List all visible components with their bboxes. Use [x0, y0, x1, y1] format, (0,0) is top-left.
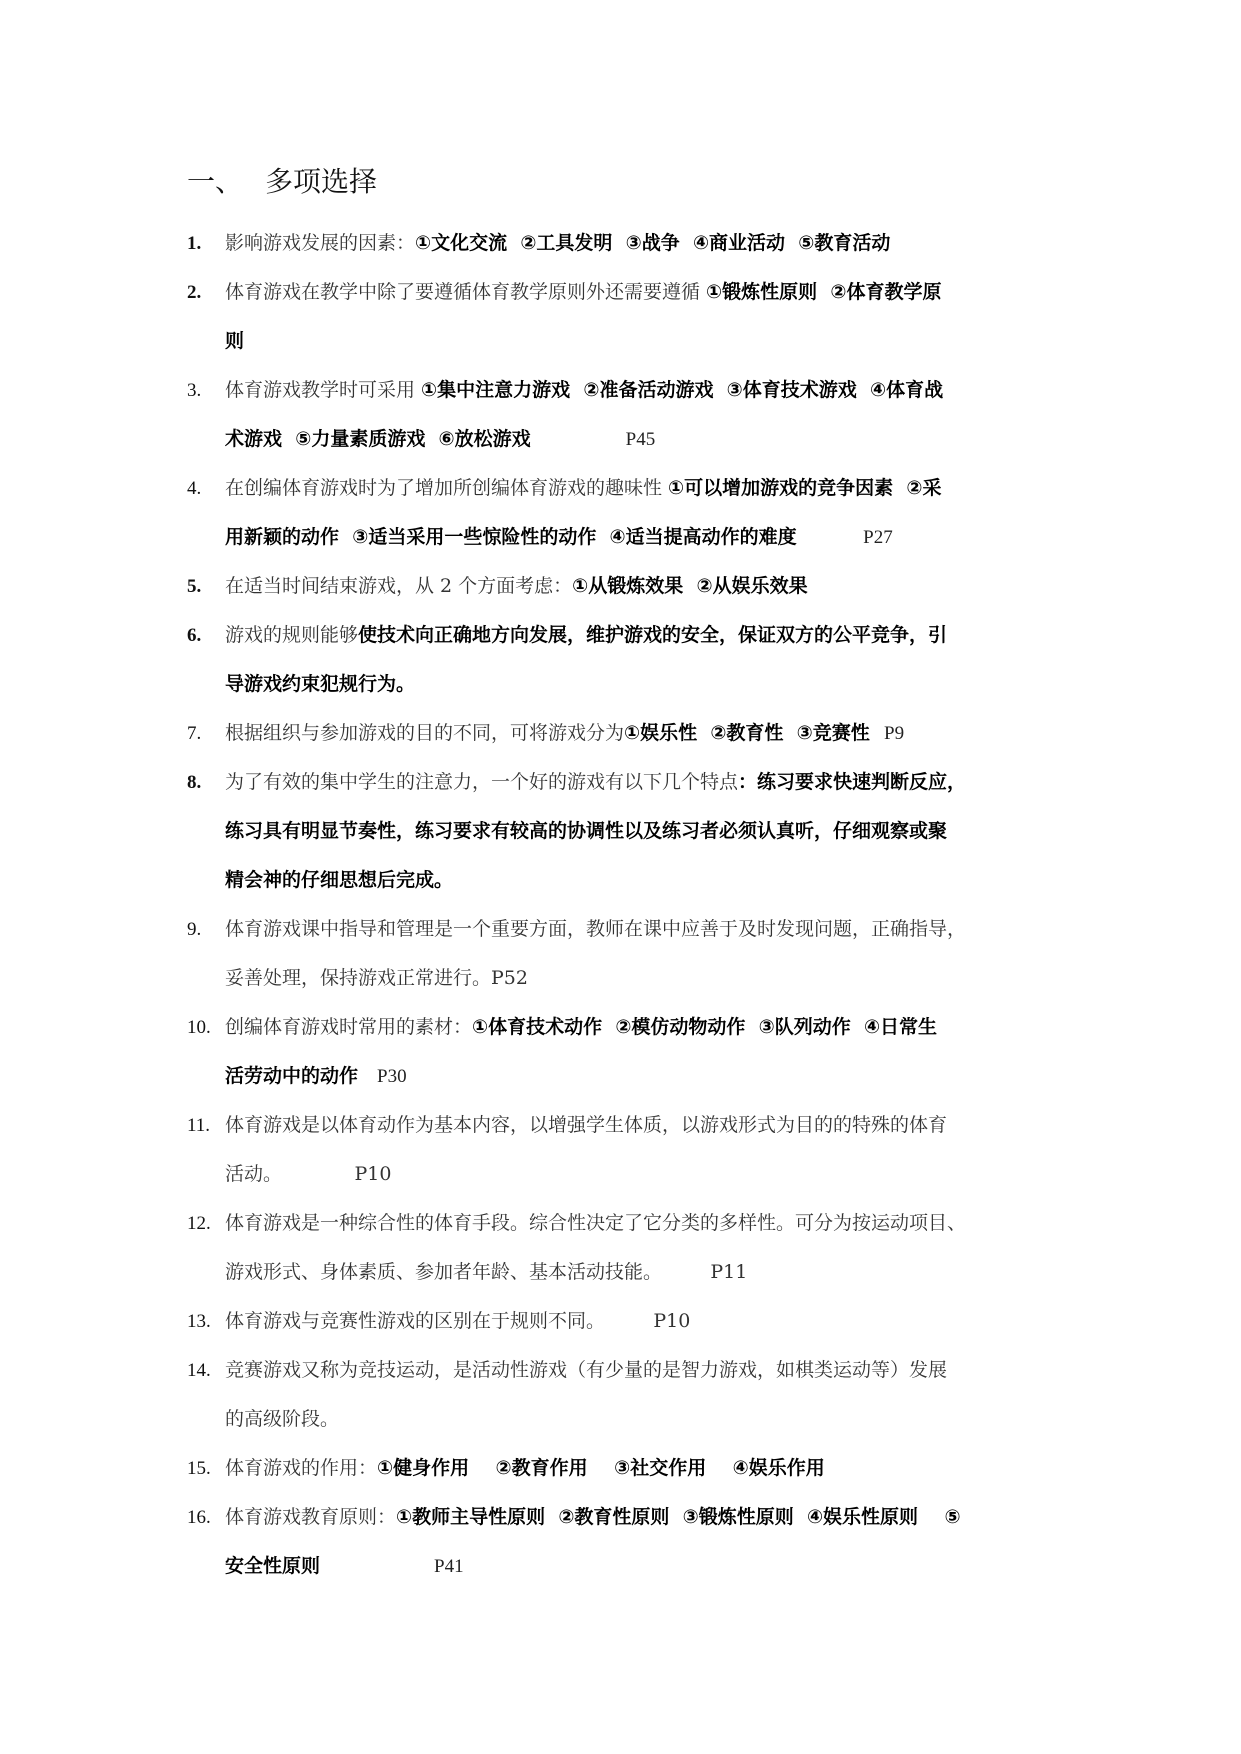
question-text: 游戏的规则能够 [225, 624, 359, 646]
question-text: 体育游戏与竞赛性游戏的区别在于规则不同。 P10 [225, 1310, 691, 1332]
page-reference: P45 [530, 429, 656, 450]
answer-text: 术游戏 ⑤力量素质游戏 ⑥放松游戏 [225, 428, 531, 450]
item-number: 12. [187, 1213, 211, 1234]
answer-text: ①可以增加游戏的竞争因素 ②采 [668, 477, 942, 499]
item-text-line [225, 905, 1067, 954]
list-item [187, 464, 1067, 562]
item-text-line [225, 660, 1067, 709]
item-number: 15. [187, 1458, 211, 1479]
item-text-line [225, 513, 1067, 562]
page-reference: P9 [869, 723, 905, 744]
answer-text: ①集中注意力游戏 ②准备活动游戏 ③体育技术游戏 ④体育战 [421, 379, 944, 401]
item-text-line [225, 1444, 1067, 1493]
item-text-line [225, 1297, 1067, 1346]
item-text-line [225, 1150, 1067, 1199]
item-text-line [225, 1003, 1067, 1052]
list-item [187, 1346, 1067, 1444]
answer-text: ：练习要求快速判断反应， [738, 771, 967, 793]
question-text: 体育游戏是一种综合性的体育手段。综合性决定了它分类的多样性。可分为按运动项目、 [225, 1212, 967, 1234]
answer-text: ①娱乐性 ②教育性 ③竞赛性 [624, 722, 870, 744]
question-text: 的高级阶段。 [225, 1408, 340, 1430]
item-text-line [225, 709, 1067, 758]
item-text-line [225, 954, 1067, 1003]
question-text: 体育游戏教学时可采用 [225, 379, 422, 401]
section-number: 一、 [187, 165, 244, 198]
item-number: 11. [187, 1115, 211, 1136]
answer-text: 使技术向正确地方向发展，维护游戏的安全，保证双方的公平竞争，引 [358, 624, 948, 646]
item-text-line [225, 562, 1067, 611]
answer-text: 活劳动中的动作 [225, 1065, 359, 1087]
question-text: 体育游戏是以体育动作为基本内容，以增强学生体质，以游戏形式为目的的特殊的体育 [225, 1114, 948, 1136]
item-number: 9. [187, 919, 202, 940]
item-text-line [225, 1542, 1067, 1591]
list-item [187, 1493, 1067, 1591]
answer-text: ①健身作用 ②教育作用 ③社交作用 ④娱乐作用 [377, 1457, 825, 1479]
item-number: 10. [187, 1017, 211, 1038]
item-number: 4. [187, 478, 202, 499]
answer-text: ①从锻炼效果 ②从娱乐效果 [572, 575, 808, 597]
item-text-line [225, 415, 1067, 464]
answer-text: 用新颖的动作 ③适当采用一些惊险性的动作 ④适当提高动作的难度 [225, 526, 797, 548]
item-text-line [225, 1199, 1067, 1248]
list-item [187, 366, 1067, 464]
item-text-line [225, 1101, 1067, 1150]
answer-text: ①教师主导性原则 ②教育性原则 ③锻炼性原则 ④娱乐性原则 ⑤ [396, 1506, 961, 1528]
answer-text: 导游戏约束犯规行为。 [225, 673, 416, 695]
page-reference: P30 [358, 1066, 407, 1087]
item-text-line [225, 856, 1067, 905]
item-number: 7. [187, 723, 202, 744]
question-text: 体育游戏的作用： [225, 1457, 378, 1479]
answer-text: ①体育技术动作 ②模仿动物动作 ③队列动作 ④日常生 [472, 1016, 938, 1038]
answer-text: 练习具有明显节奏性，练习要求有较高的协调性以及练习者必须认真听，仔细观察或聚 [225, 820, 948, 842]
question-text: 创编体育游戏时常用的素材： [225, 1016, 473, 1038]
list-item [187, 219, 1067, 268]
item-number: 1. [187, 233, 202, 254]
item-text-line [225, 758, 1067, 807]
answer-text: ①锻炼性原则 ②体育教学原 [706, 281, 942, 303]
list-item [187, 1444, 1067, 1493]
question-text: 妥善处理，保持游戏正常进行。P52 [225, 967, 528, 989]
item-text-line [225, 366, 1067, 415]
question-text: 体育游戏教育原则： [225, 1506, 397, 1528]
list-item [187, 268, 1067, 366]
item-text-line [225, 611, 1067, 660]
page-reference: P41 [320, 1556, 464, 1577]
answer-text: 则 [225, 330, 245, 352]
list-item [187, 562, 1067, 611]
item-text-line [225, 317, 1067, 366]
question-text: 在适当时间结束游戏，从 2 个方面考虑： [225, 575, 573, 597]
list-item [187, 611, 1067, 709]
answer-text: 精会神的仔细思想后完成。 [225, 869, 454, 891]
question-text: 在创编体育游戏时为了增加所创编体育游戏的趣味性 [225, 477, 669, 499]
answer-text: 安全性原则 [225, 1555, 321, 1577]
question-text: 体育游戏课中指导和管理是一个重要方面，教师在课中应善于及时发现问题，正确指导， [225, 918, 967, 940]
item-number: 8. [187, 772, 202, 793]
question-text: 影响游戏发展的因素： [225, 232, 416, 254]
item-text-line [225, 807, 1067, 856]
item-text-line [225, 1493, 1067, 1542]
question-text: 活动。 P10 [225, 1163, 392, 1185]
question-list [187, 219, 1067, 1591]
item-number: 2. [187, 282, 202, 303]
list-item [187, 1297, 1067, 1346]
section-title: 多项选择 [265, 165, 378, 198]
item-text-line [225, 268, 1067, 317]
item-number: 13. [187, 1311, 211, 1332]
answer-text: ①文化交流 ②工具发明 ③战争 ④商业活动 ⑤教育活动 [415, 232, 891, 254]
item-text-line [225, 1248, 1067, 1297]
item-number: 6. [187, 625, 202, 646]
item-text-line [225, 219, 1067, 268]
section-heading [187, 160, 377, 200]
item-number: 3. [187, 380, 202, 401]
question-text: 竞赛游戏又称为竞技运动，是活动性游戏（有少量的是智力游戏，如棋类运动等）发展 [225, 1359, 948, 1381]
question-text: 为了有效的集中学生的注意力，一个好的游戏有以下几个特点 [225, 771, 739, 793]
list-item [187, 1003, 1067, 1101]
item-number: 5. [187, 576, 202, 597]
list-item [187, 758, 1067, 905]
item-text-line [225, 464, 1067, 513]
item-text-line [225, 1346, 1067, 1395]
question-text: 体育游戏在教学中除了要遵循体育教学原则外还需要遵循 [225, 281, 707, 303]
list-item [187, 709, 1067, 758]
page-reference: P27 [796, 527, 893, 548]
list-item [187, 1101, 1067, 1199]
item-number: 14. [187, 1360, 211, 1381]
question-text: 根据组织与参加游戏的目的不同，可将游戏分为 [225, 722, 625, 744]
question-text: 游戏形式、身体素质、参加者年龄、基本活动技能。 P11 [225, 1261, 748, 1283]
item-number: 16. [187, 1507, 211, 1528]
list-item [187, 1199, 1067, 1297]
list-item [187, 905, 1067, 1003]
item-text-line [225, 1395, 1067, 1444]
item-text-line [225, 1052, 1067, 1101]
